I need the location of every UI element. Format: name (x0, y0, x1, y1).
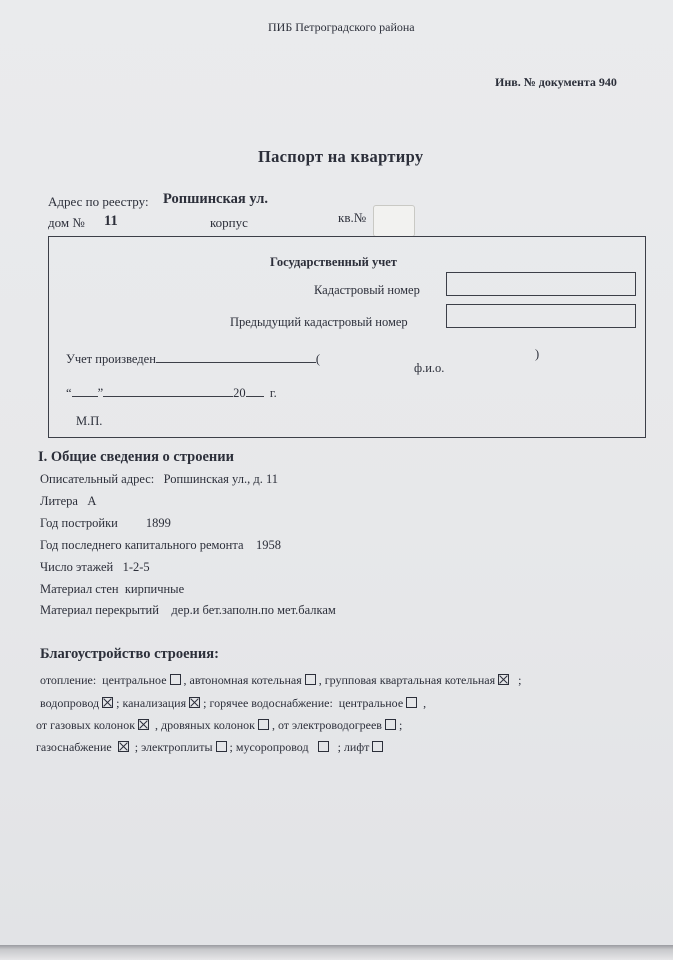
semicolon: ; (337, 740, 341, 754)
row-value: дер.и бет.заполн.по мет.балкам (171, 603, 336, 617)
heating-group-checkbox[interactable] (498, 674, 509, 685)
organization-header: ПИБ Петроградского района (268, 20, 415, 34)
semicolon: ; (229, 740, 233, 754)
semicolon: ; (398, 718, 403, 732)
cadastral-number-label: Кадастровый номер (314, 283, 420, 297)
general-row-wall-material (40, 582, 184, 597)
amenities-gas-line (36, 740, 386, 755)
quote-open: “ (66, 386, 72, 400)
heating-label: отопление: (40, 673, 97, 687)
heating-autonomous-checkbox[interactable] (305, 674, 316, 685)
recorded-by-line[interactable] (156, 351, 316, 363)
wood-columns-checkbox[interactable] (258, 719, 269, 730)
amenities-columns-line (36, 718, 402, 733)
amenities-heading: Благоустройство строения: (40, 646, 219, 662)
gas-columns-checkbox[interactable] (138, 719, 149, 730)
hot-water-central-checkbox[interactable] (406, 697, 417, 708)
cadastral-number-field[interactable] (446, 272, 636, 296)
row-label: Число этажей (40, 560, 114, 574)
heating-autonomous-label: автономная котельная (189, 673, 302, 687)
sewer-checkbox[interactable] (189, 697, 200, 708)
heating-central-checkbox[interactable] (170, 674, 181, 685)
comma: , (318, 673, 322, 687)
quote-close: ” (97, 386, 104, 400)
gas-label: газоснабжение (36, 740, 112, 754)
row-label: Материал стен (40, 582, 119, 596)
gas-checkbox[interactable] (118, 741, 129, 752)
row-value: 1-2-5 (122, 560, 150, 574)
row-value: 1899 (145, 516, 171, 530)
electric-stoves-label: электроплиты (141, 740, 213, 754)
hot-water-label: горячее водоснабжение: (209, 696, 333, 710)
house-number: 11 (104, 213, 118, 229)
month-field[interactable] (103, 385, 233, 397)
semicolon: ; (116, 696, 120, 710)
water-checkbox[interactable] (102, 697, 113, 708)
apartment-number-field[interactable] (373, 205, 415, 237)
stamp-label: М.П. (76, 414, 103, 428)
state-registration-heading: Государственный учет (270, 255, 397, 269)
gas-columns-label: от газовых колонок (36, 718, 136, 732)
recorded-by-text: Учет произведен (66, 352, 156, 366)
general-row-repair-year (40, 538, 281, 553)
address-label: Адрес по реестру: (48, 194, 149, 209)
previous-cadastral-number-field[interactable] (446, 304, 636, 328)
general-info-heading: I. Общие сведения о строении (38, 449, 234, 465)
row-label: Материал перекрытий (40, 603, 159, 617)
heating-central-label: центральное (102, 673, 167, 687)
general-row-litera (40, 494, 96, 509)
date-line (66, 385, 277, 401)
electric-stoves-checkbox[interactable] (216, 741, 227, 752)
document-title: Паспорт на квартиру (258, 147, 424, 166)
electric-heaters-label: от электроводогреев (277, 718, 382, 732)
open-paren: ( (315, 352, 321, 366)
sewer-label: канализация (122, 696, 187, 710)
row-value: кирпичные (124, 582, 185, 596)
wood-columns-label: дровяных колонок (161, 718, 255, 732)
close-paren: ) (535, 347, 540, 361)
year-prefix: 20 (233, 386, 246, 400)
electric-heaters-checkbox[interactable] (385, 719, 396, 730)
state-registration-box (48, 236, 646, 438)
amenities-water-line (40, 696, 426, 711)
year-field[interactable] (246, 385, 264, 397)
row-label: Год последнего капитального ремонта (40, 538, 244, 552)
comma: , (423, 696, 427, 710)
house-label: дом № (48, 215, 85, 230)
general-row-address (40, 472, 278, 487)
garbage-chute-checkbox[interactable] (318, 741, 329, 752)
row-label: Описательный адрес: (40, 472, 155, 486)
row-label: Год постройки (40, 516, 118, 530)
general-row-floors (40, 560, 150, 575)
comma: , (183, 673, 187, 687)
lift-label: лифт (343, 740, 370, 754)
semicolon: ; (203, 696, 207, 710)
recorded-by-label (66, 351, 320, 367)
general-row-floor-material (40, 603, 336, 618)
page-bottom-edge (0, 945, 673, 960)
address-street: Ропшинская ул. (163, 191, 268, 207)
fio-label: ф.и.о. (414, 361, 445, 375)
apartment-label: кв.№ (338, 210, 367, 225)
row-value: А (87, 494, 97, 508)
hot-water-central-label: центральное (338, 696, 404, 710)
comma: , (155, 718, 159, 732)
heating-group-label: групповая квартальная котельная (324, 673, 496, 687)
year-suffix: г. (269, 386, 277, 400)
row-value: 1958 (256, 538, 282, 552)
water-label: водопровод (40, 696, 100, 710)
document-inventory-number: Инв. № документа 940 (495, 75, 617, 89)
semicolon: ; (134, 740, 139, 754)
row-label: Литера (40, 494, 78, 508)
row-value: Ропшинская ул., д. 11 (163, 472, 279, 486)
comma: , (271, 718, 275, 732)
previous-cadastral-number-label: Предыдущий кадастровый номер (230, 315, 408, 329)
garbage-chute-label: мусоропровод (235, 740, 309, 754)
korpus-label: корпус (210, 215, 248, 230)
day-field[interactable] (72, 385, 98, 397)
semicolon: ; (518, 673, 522, 687)
general-row-year-built (40, 516, 171, 531)
amenities-heating-line (40, 673, 521, 688)
lift-checkbox[interactable] (372, 741, 383, 752)
